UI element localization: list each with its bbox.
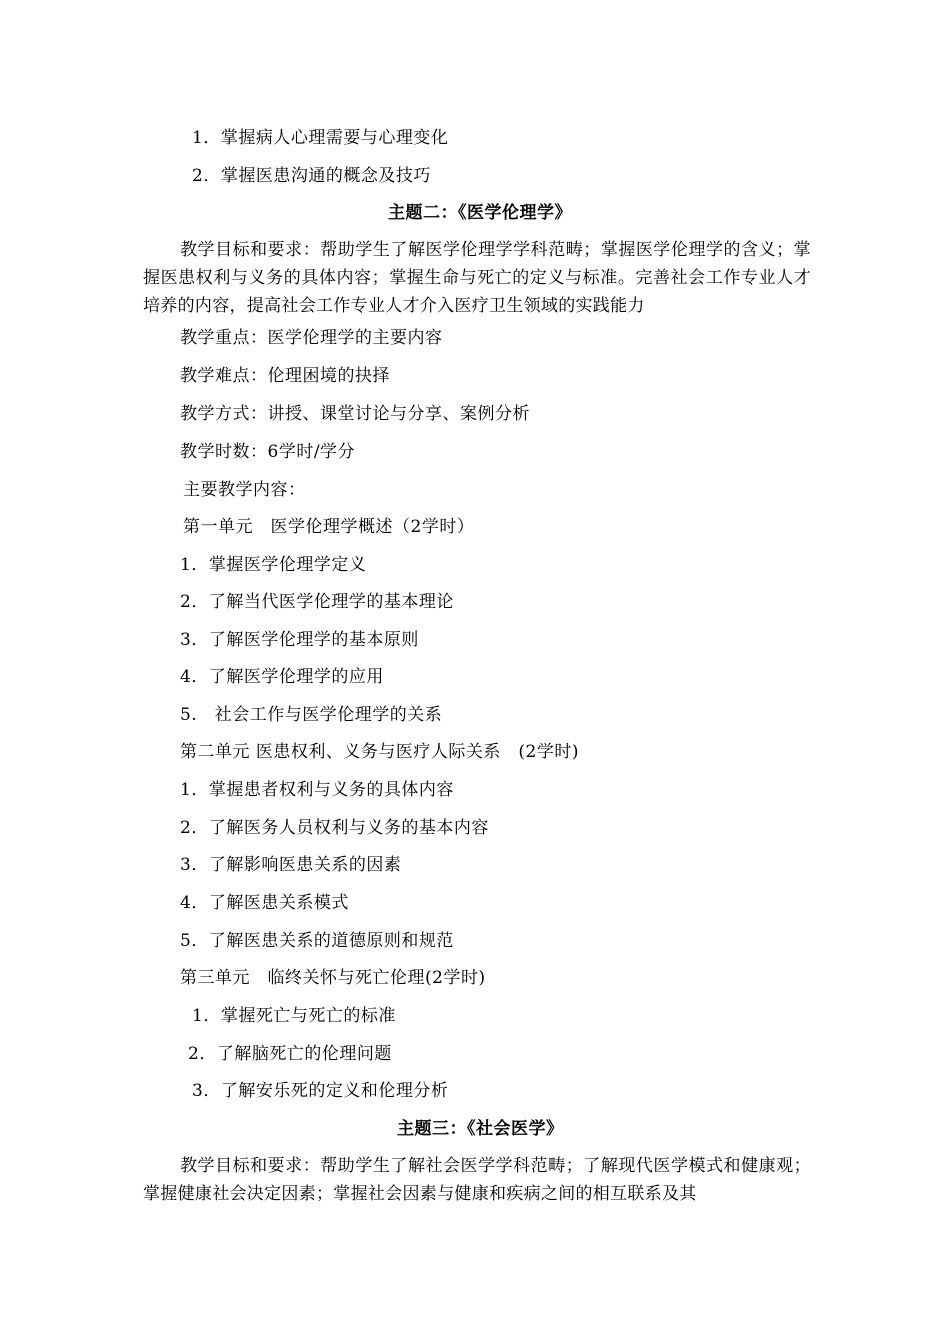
unit1-item-1: 1．掌握医学伦理学定义 [180,555,367,575]
unit2-item-2: 2．了解医务人员权利与义务的基本内容 [180,818,489,838]
topic2-hours: 教学时数：6学时/学分 [180,442,356,462]
topic1-item-2: 2．掌握医患沟通的概念及技巧 [192,166,431,186]
topic3-objectives-text: 教学目标和要求：帮助学生了解社会医学学科范畴；了解现代医学模式和健康观；掌握健康社会决定因素；掌握社会因素与健康和疾病之间的相互联系及其 [143,1156,811,1204]
unit1-item-4: 4．了解医学伦理学的应用 [180,667,384,687]
unit1-item-5: 5. 社会工作与医学伦理学的关系 [180,705,443,725]
topic2-heading: 主题二：《医学伦理学》 [388,203,572,223]
unit1-item-3: 3．了解医学伦理学的基本原则 [180,630,419,650]
unit3-item-3: 3．了解安乐死的定义和伦理分析 [192,1081,449,1101]
unit2-item-3: 3．了解影响医患关系的因素 [180,855,402,875]
topic1-item-1: 1．掌握病人心理需要与心理变化 [192,128,449,148]
topic2-objectives-text: 教学目标和要求：帮助学生了解医学伦理学学科范畴；掌握医学伦理学的含义；掌握医患权利与义务的具体内容；掌握生命与死亡的定义与标准。完善社会工作专业人才培养的内容，提高社会工作专业人才介入医疗卫生领域的实践能力 [143,240,811,316]
unit3-item-2: 2．了解脑死亡的伦理问题 [188,1044,392,1064]
topic2-objectives [143,236,811,320]
unit2-item-4: 4．了解医患关系模式 [180,893,349,913]
topic2-content-label: 主要教学内容： [183,480,306,500]
unit2-title: 第二单元 医患权利、义务与医疗人际关系 (2学时) [180,742,579,762]
topic2-difficulties: 教学难点：伦理困境的抉择 [180,366,390,386]
unit2-item-5: 5．了解医患关系的道德原则和规范 [180,931,454,951]
unit3-item-1: 1．掌握死亡与死亡的标准 [192,1006,396,1026]
topic2-methods: 教学方式：讲授、课堂讨论与分享、案例分析 [180,404,530,424]
unit1-title: 第一单元 医学伦理学概述（2学时） [183,517,475,537]
topic3-heading: 主题三：《社会医学》 [397,1119,564,1139]
unit1-item-2: 2．了解当代医学伦理学的基本理论 [180,592,454,612]
topic2-key-points: 教学重点：医学伦理学的主要内容 [180,328,443,348]
topic3-objectives [143,1152,811,1208]
unit2-item-1: 1．掌握患者权利与义务的具体内容 [180,780,454,800]
unit3-title: 第三单元 临终关怀与死亡伦理(2学时) [180,968,486,988]
